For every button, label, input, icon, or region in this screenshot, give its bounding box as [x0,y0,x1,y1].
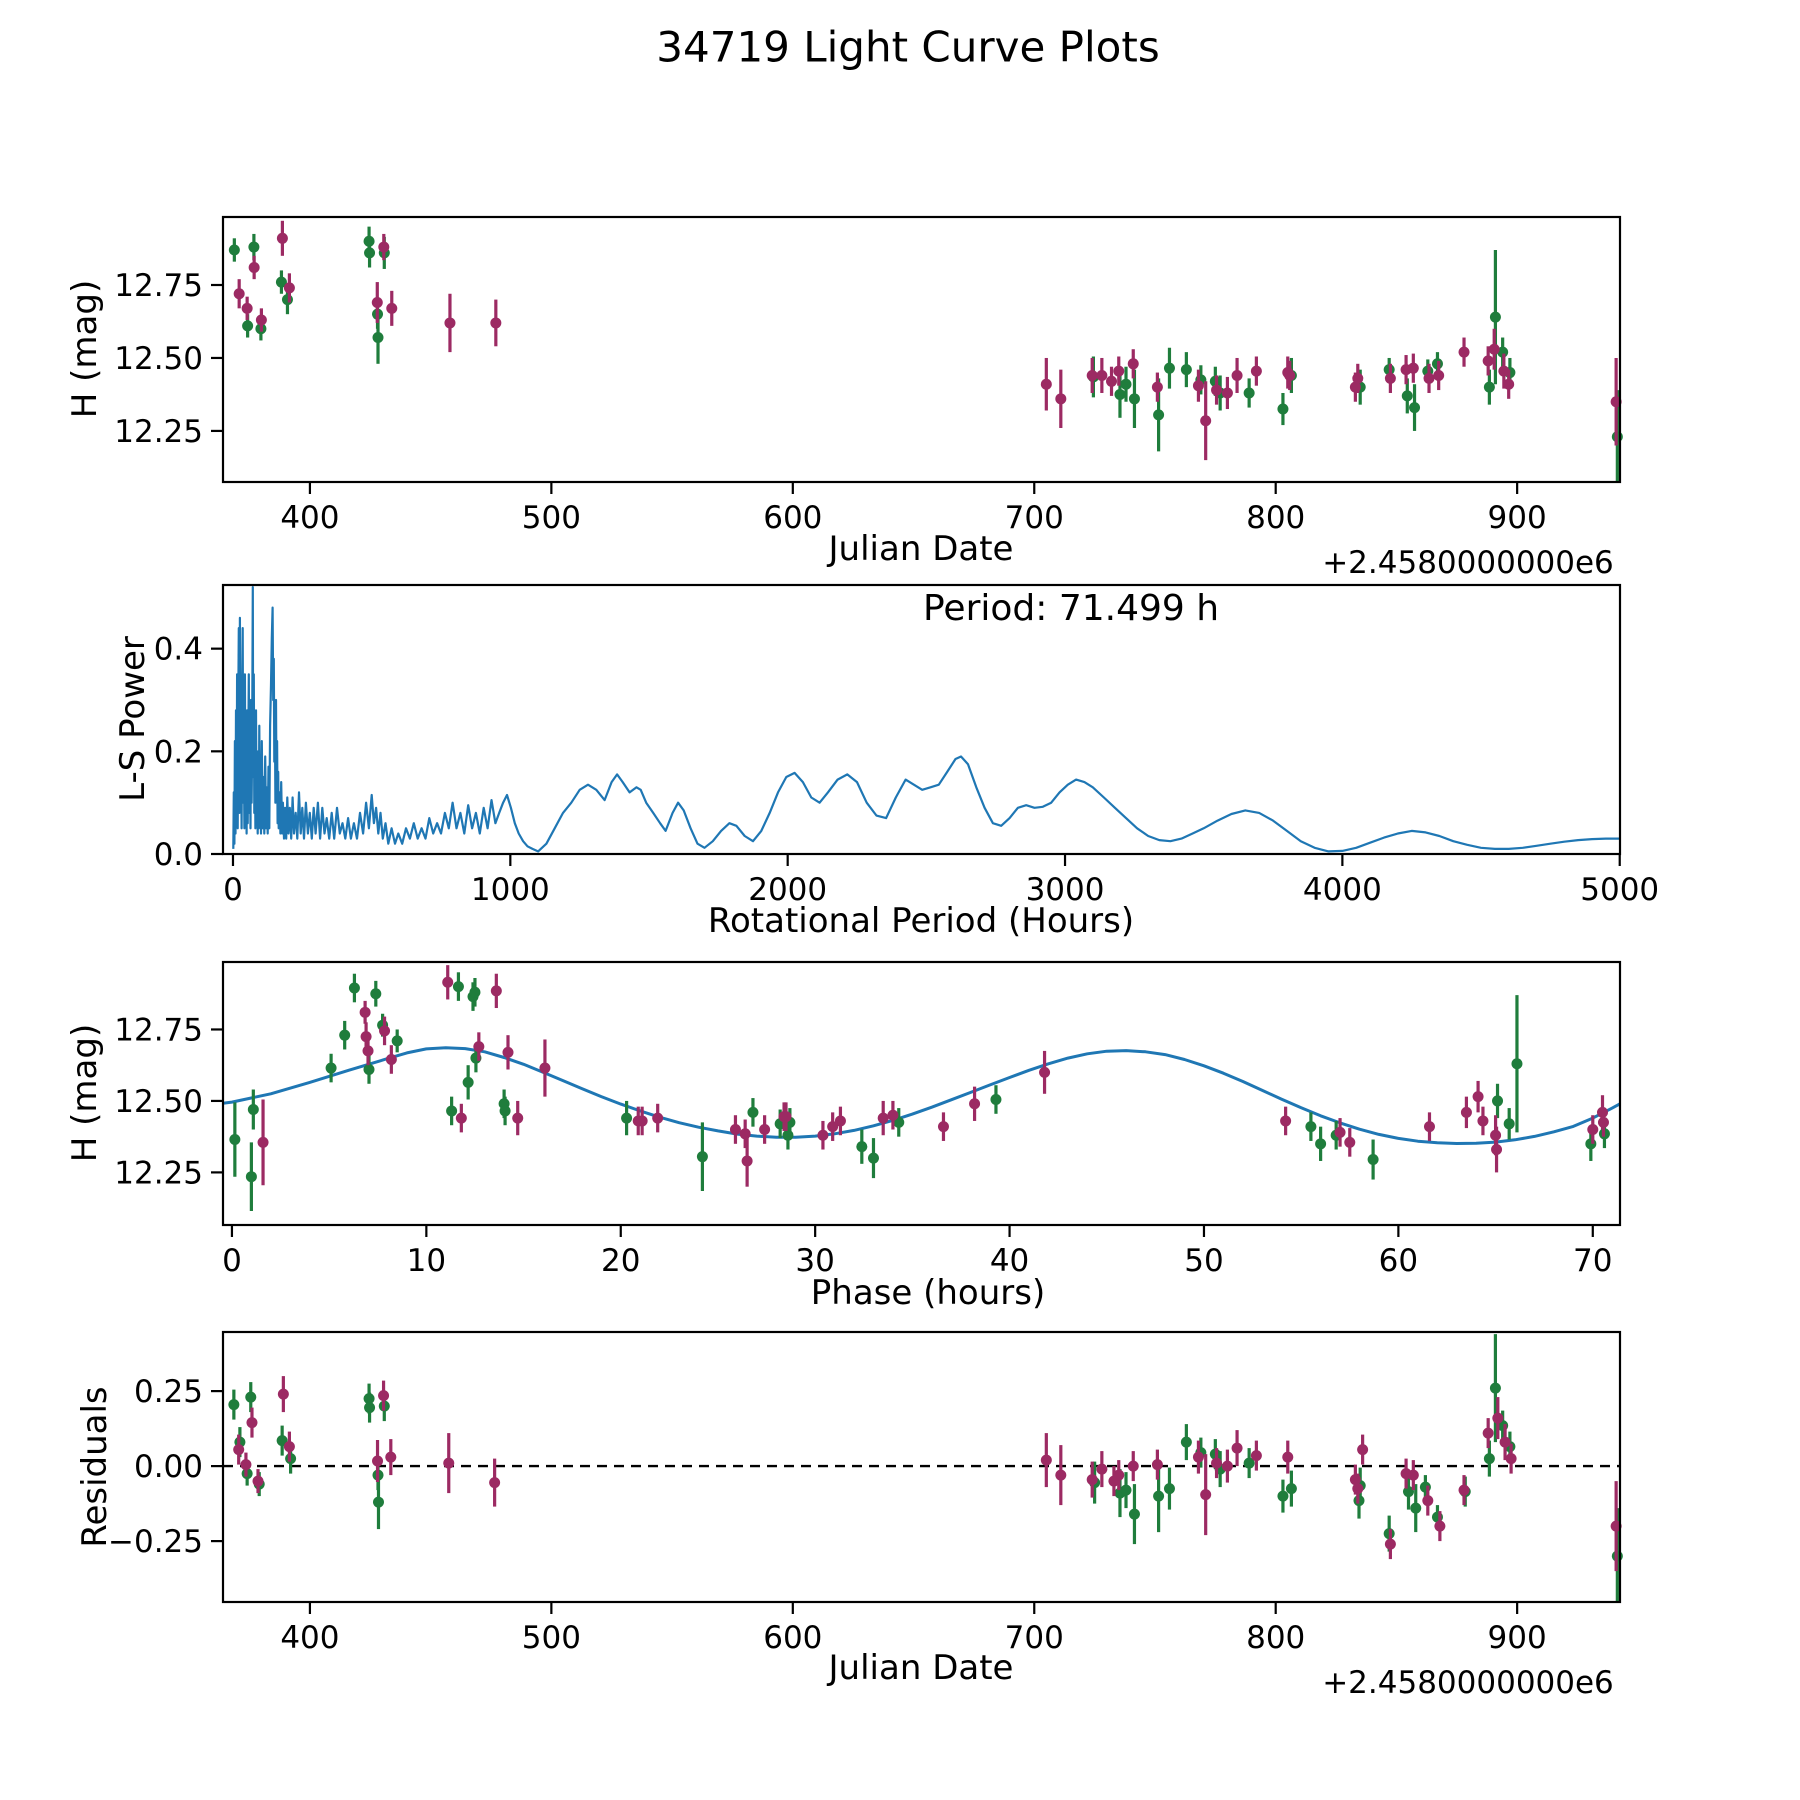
ax4-x-axis-label: Julian Date [828,1648,1014,1688]
residual-purple-point [1408,1470,1419,1481]
session-green-point [282,294,293,305]
session-purple-point [1193,380,1204,391]
session-green-point [1409,402,1420,413]
y-tick-label: 0.00 [133,1449,203,1486]
session-purple-point [490,317,501,328]
figure-title: 34719 Light Curve Plots [656,22,1160,72]
residual-purple-point [1222,1461,1233,1472]
residual-purple-point [246,1417,257,1428]
session-green-point [1244,387,1255,398]
residual-green-point [228,1399,239,1410]
residual-green-point [1181,1437,1192,1448]
residual-purple-point [1483,1428,1494,1439]
session-green-point [1129,393,1140,404]
phase-green-point [392,1035,403,1046]
x-tick-label: 3000 [1025,872,1105,908]
x-tick-label: 800 [1246,1620,1306,1656]
phase-green-point [469,987,480,998]
session-green-point [1153,409,1164,420]
residual-purple-point [1251,1450,1262,1461]
phase-green-point [1492,1095,1503,1106]
y-tick-label: 0.4 [153,631,203,668]
y-tick-label: 12.75 [114,1012,203,1049]
phase-purple-point [512,1113,523,1124]
phase-purple-point [878,1113,889,1124]
session-purple-point [1284,370,1295,381]
ax2-x-axis-label: Rotational Period (Hours) [707,901,1135,941]
ax1-x-axis-label: Julian Date [828,529,1014,569]
residual-green-point [1484,1453,1495,1464]
phase-green-series [229,972,1610,1211]
phase-green-point [446,1105,457,1116]
phase-purple-point [363,1045,374,1056]
axes-1 [114,217,1623,536]
ax4-axis-offset-text: +2.4580000000e6 [1322,1665,1614,1701]
session-purple-point [1200,415,1211,426]
session-purple-point [372,297,383,308]
session-green-point [1164,363,1175,374]
residual-purple-point [284,1441,295,1452]
phase-purple-point [969,1098,980,1109]
x-tick-label: 900 [1487,500,1547,536]
x-tick-label: 400 [280,1620,340,1656]
phase-purple-point [1335,1127,1346,1138]
residual-green-point [245,1392,256,1403]
y-tick-label: 12.50 [114,1083,203,1120]
ax3-x-axis-label: Phase (hours) [810,1273,1046,1313]
phase-purple-point [258,1137,269,1148]
phase-purple-point [652,1113,663,1124]
session-purple-point [1055,393,1066,404]
residual-green-point [1121,1485,1132,1496]
x-tick-label: 600 [763,1620,823,1656]
phase-purple-point [1598,1117,1609,1128]
phase-green-point [1511,1058,1522,1069]
session-purple-point [1222,387,1233,398]
phase-green-point [349,983,360,994]
session-green-point [242,320,253,331]
phase-green-point [326,1063,337,1074]
residual-purple-point [1152,1459,1163,1470]
phase-purple-point [835,1115,846,1126]
x-tick-label: 800 [1246,500,1306,536]
x-tick-label: 2000 [748,872,828,908]
axes-2 [154,585,1659,908]
phase-purple-point [759,1124,770,1135]
phase-green-point [1585,1138,1596,1149]
phase-purple-point [1039,1067,1050,1078]
session-purple-point [1232,370,1243,381]
residual-purple-point [1385,1539,1396,1550]
x-tick-label: 5000 [1580,872,1660,908]
phase-green-point [1504,1118,1515,1129]
phase-green-point [1305,1121,1316,1132]
session-purple-point [444,317,455,328]
session-green-point [1402,390,1413,401]
session-purple-point [234,288,245,299]
x-tick-label: 4000 [1302,872,1382,908]
residual-purple-point [1193,1452,1204,1463]
x-tick-label: 900 [1487,1620,1547,1656]
session-purple-point [256,315,267,326]
residual-purple-point [1055,1470,1066,1481]
residual-purple-series [233,1376,1621,1571]
x-tick-label: 0 [222,1243,242,1279]
x-tick-label: 600 [763,500,823,536]
session-green-point [373,332,384,343]
session-green-point [1114,389,1125,400]
residual-purple-point [1459,1485,1470,1496]
residual-purple-point [1087,1474,1098,1485]
y-tick-label: 12.25 [114,1155,203,1192]
session-purple-point [1152,382,1163,393]
x-tick-label: 500 [521,500,581,536]
x-tick-label: 700 [1004,500,1064,536]
session-purple-point [1251,366,1262,377]
axes-frame [223,585,1620,854]
residual-purple-point [443,1458,454,1469]
residual-purple-point [1200,1489,1211,1500]
phase-purple-point [360,1007,371,1018]
residual-purple-point [1500,1437,1511,1448]
phase-green-point [453,981,464,992]
residual-green-point [1164,1483,1175,1494]
session-green-point [1484,382,1495,393]
session-purple-point [1424,373,1435,384]
session-purple-point [1352,373,1363,384]
residual-purple-point [1211,1458,1222,1469]
y-tick-label: 12.75 [114,268,203,305]
x-tick-label: 40 [989,1243,1030,1279]
phase-purple-series [258,965,1609,1187]
phase-green-point [246,1171,257,1182]
residual-purple-point [385,1452,396,1463]
y-tick-label: 0.2 [153,734,203,771]
session-purple-point [1106,376,1117,387]
axes-frame [223,962,1620,1225]
x-tick-label: 20 [601,1243,641,1279]
residual-green-point [1410,1503,1421,1514]
residual-purple-point [1096,1464,1107,1475]
session-purple-point [1459,347,1470,358]
session-purple-point [386,303,397,314]
phase-purple-point [740,1128,751,1139]
phase-purple-point [386,1054,397,1065]
x-tick-label: 700 [1004,1620,1064,1656]
phase-purple-point [637,1115,648,1126]
x-tick-label: 10 [406,1243,447,1279]
phase-green-point [868,1153,879,1164]
phase-purple-point [1461,1107,1472,1118]
residual-purple-point [1113,1470,1124,1481]
phase-purple-point [379,1025,390,1036]
phase-purple-point [491,985,502,996]
phase-green-point [1368,1154,1379,1165]
phase-green-point [500,1105,511,1116]
residual-green-point [1286,1483,1297,1494]
session-purple-point [378,242,389,253]
phase-purple-point [1473,1091,1484,1102]
x-tick-label: 500 [521,1620,581,1656]
residual-purple-point [1352,1483,1363,1494]
phase-purple-point [456,1113,467,1124]
session-purple-point [1096,370,1107,381]
phase-green-point [463,1077,474,1088]
session-green-point [229,244,240,255]
y-tick-label: 12.50 [114,340,203,377]
session-green-point [1121,379,1132,390]
phase-purple-point [1491,1144,1502,1155]
session-green-point [364,247,375,258]
ax2-y-axis-label: L-S Power [113,636,153,802]
phase-purple-point [1280,1115,1291,1126]
ax1-y-axis-label: H (mag) [65,279,105,419]
phase-purple-point [442,977,453,988]
phase-green-point [697,1151,708,1162]
residual-green-point [1153,1491,1164,1502]
phase-purple-point [780,1111,791,1122]
session-purple-point [1503,379,1514,390]
session-purple-point [1483,355,1494,366]
phase-purple-point [361,1031,372,1042]
residual-purple-point [253,1476,264,1487]
phase-purple-point [473,1041,484,1052]
residual-purple-point [1282,1452,1293,1463]
x-tick-label: 400 [280,500,340,536]
phase-green-point [990,1094,1001,1105]
y-tick-label: −0.25 [108,1524,203,1561]
phase-purple-point [539,1063,550,1074]
x-tick-label: 70 [1573,1243,1613,1279]
residual-purple-point [1357,1444,1368,1455]
residual-purple-point [489,1477,500,1488]
sine-fit-line [223,1048,1620,1144]
session-purple-point [1211,385,1222,396]
phase-green-point [1315,1138,1326,1149]
residual-purple-point [1128,1461,1139,1472]
session-purple-point [1408,363,1419,374]
session-purple-point [1087,370,1098,381]
ax3-y-axis-label: H (mag) [65,1023,105,1163]
session-purple-point [242,303,253,314]
residual-purple-point [1506,1453,1517,1464]
period-annotation: Period: 71.499 h [923,588,1220,629]
residual-purple-point [1422,1495,1433,1506]
phase-green-point [339,1030,350,1041]
residual-purple-point [378,1390,389,1401]
phase-purple-point [502,1047,513,1058]
session-purple-point [1113,366,1124,377]
phase-green-point [370,988,381,999]
session-green-point [1277,404,1288,415]
residual-green-point [1490,1383,1501,1394]
residual-purple-point [1492,1413,1503,1424]
residual-purple-point [1434,1521,1445,1532]
phase-purple-point [1424,1121,1435,1132]
ax1-axis-offset-text: +2.4580000000e6 [1322,545,1614,581]
session-purple-point [1385,373,1396,384]
phase-purple-point [730,1124,741,1135]
residual-purple-point [1041,1455,1052,1466]
residual-green-point [1277,1491,1288,1502]
phase-purple-point [1587,1124,1598,1135]
session-purple-point [1489,344,1500,355]
session-green-point [248,242,259,253]
y-tick-label: 0.25 [133,1374,203,1411]
session-purple-point [1433,370,1444,381]
phase-green-point [248,1104,259,1115]
session-purple-point [1041,379,1052,390]
x-tick-label: 30 [795,1243,835,1279]
phase-green-point [747,1107,758,1118]
x-tick-label: 0 [223,872,243,908]
phase-purple-point [742,1155,753,1166]
residual-purple-point [1232,1443,1243,1454]
session-purple-point [277,233,288,244]
residual-purple-point [372,1456,383,1467]
axes-3 [114,962,1620,1279]
x-tick-label: 50 [1184,1243,1224,1279]
residual-purple-point [240,1459,251,1470]
residual-purple-point [233,1444,244,1455]
phase-purple-point [1477,1115,1488,1126]
axes-frame [223,217,1620,482]
phase-purple-point [1344,1137,1355,1148]
phase-purple-point [938,1121,949,1132]
residual-green-point [373,1497,384,1508]
session-purple-point [1128,358,1139,369]
residual-green-point [364,1402,375,1413]
phase-green-point [363,1064,374,1075]
phase-green-point [621,1113,632,1124]
x-tick-label: 1000 [470,872,550,908]
session-purple-point [284,282,295,293]
phase-purple-point [817,1130,828,1141]
residual-green-point [1129,1509,1140,1520]
x-tick-label: 60 [1378,1243,1419,1279]
session-green-point [1490,312,1501,323]
session-green-point [1181,364,1192,375]
phase-green-point [782,1130,793,1141]
y-tick-label: 12.25 [114,413,203,450]
axes-4 [108,1332,1623,1656]
session-purple-point [249,262,260,273]
ax4-y-axis-label: Residuals [75,1386,115,1548]
y-tick-label: 0.0 [153,837,203,873]
phase-purple-point [887,1110,898,1121]
phase-green-point [229,1134,240,1145]
phase-green-point [856,1141,867,1152]
residual-purple-point [278,1389,289,1400]
